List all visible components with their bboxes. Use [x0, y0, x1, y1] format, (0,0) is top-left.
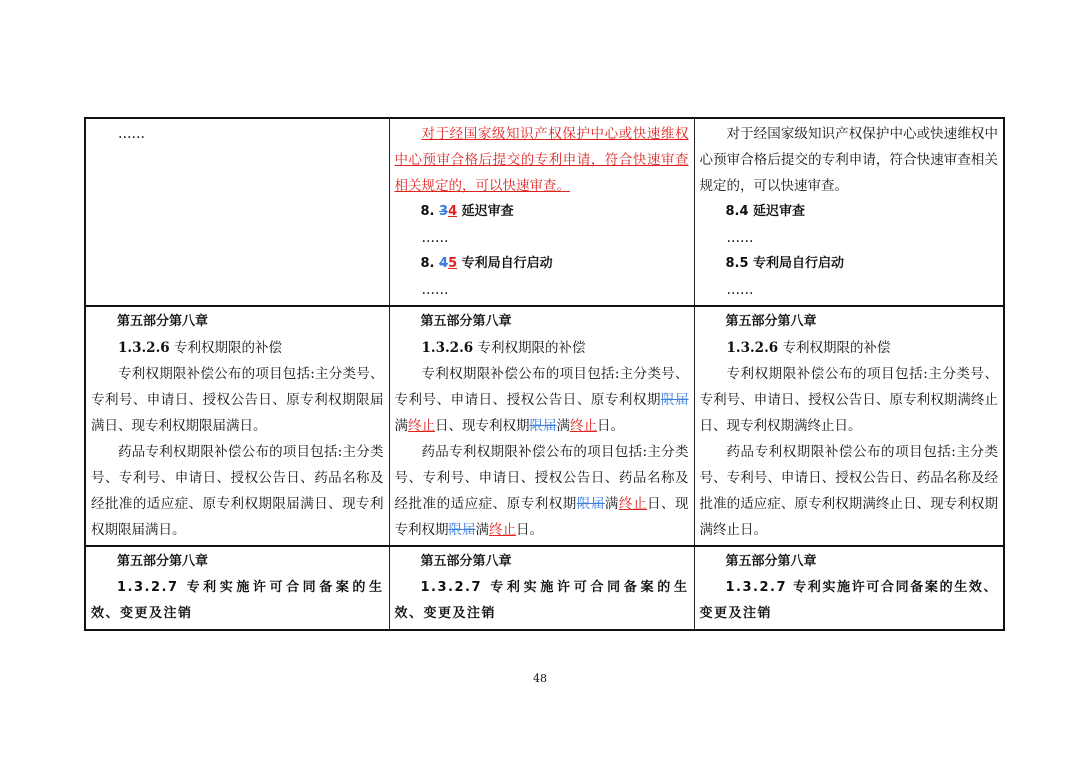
part-heading: 第五部分第八章 — [420, 554, 512, 569]
section-heading: 1.3.2.7 专利实施许可合同备案的生效、变更及注销 — [699, 580, 998, 621]
table-row — [85, 118, 1004, 306]
original-cell — [85, 546, 389, 630]
ellipsis: …… — [421, 282, 449, 298]
deleted-text: 限届 — [529, 418, 557, 434]
section-heading: 1.3.2.7 专利实施许可合同备案的生效、变更及注销 — [394, 580, 689, 621]
deleted-text: 3 — [439, 204, 449, 219]
inserted-text: 终止 — [489, 522, 516, 538]
section-heading: 1.3.2.6 专利权期限的补偿 — [726, 340, 891, 356]
revised-paragraph: 专利权期限补偿公布的项目包括:主分类号、专利号、申请日、授权公告日、原专利权期限届满终止日、现专利权期限届满终止日。 — [394, 366, 689, 434]
heading-8-4: 8.4 延迟审查 — [725, 204, 806, 219]
deleted-text: 限届 — [448, 522, 476, 538]
part-heading: 第五部分第八章 — [117, 314, 209, 329]
clean-cell — [694, 546, 1004, 630]
paragraph: 对于经国家级知识产权保护中心或快速维权中心预审合格后提交的专利申请，符合快速审查相关规定的，可以快速审查。 — [699, 126, 998, 194]
paragraph: 药品专利权期限补偿公布的项目包括:主分类号、专利号、申请日、授权公告日、药品名称及经批准的适应症、原专利权期满终止日、现专利权期满终止日。 — [699, 444, 998, 538]
revision-cell — [389, 546, 694, 630]
revised-paragraph: 药品专利权期限补偿公布的项目包括:主分类号、专利号、申请日、授权公告日、药品名称及经批准的适应症、原专利权期限届满终止日、现专利权期限届满终止日。 — [394, 444, 689, 538]
section-heading: 1.3.2.7 专利实施许可合同备案的生效、变更及注销 — [91, 580, 384, 621]
table-row — [85, 306, 1004, 546]
deleted-text: 限届 — [660, 392, 689, 408]
ellipsis: …… — [726, 282, 754, 298]
deleted-text: 限届 — [576, 496, 605, 512]
section-heading: 1.3.2.6 专利权期限的补偿 — [118, 340, 282, 356]
original-cell — [85, 118, 389, 306]
inserted-text: 4 — [448, 204, 458, 219]
inserted-text: 5 — [448, 256, 458, 271]
revision-cell — [389, 306, 694, 546]
comparison-table — [84, 117, 1005, 631]
ellipsis: …… — [118, 126, 145, 142]
clean-cell — [694, 306, 1004, 546]
inserted-text: 终止 — [408, 418, 435, 434]
inserted-text: 终止 — [570, 418, 597, 434]
section-heading: 1.3.2.6 专利权期限的补偿 — [421, 340, 586, 356]
paragraph: 药品专利权期限补偿公布的项目包括:主分类号、专利号、申请日、授权公告日、药品名称及经批准的适应症、原专利权期限届满日、现专利权期限届满日。 — [91, 444, 384, 538]
paragraph: 专利权期限补偿公布的项目包括:主分类号、专利号、申请日、授权公告日、原专利权期满终止日、现专利权期满终止日。 — [699, 366, 998, 434]
inserted-text: 终止 — [618, 496, 647, 512]
table-row — [85, 546, 1004, 630]
original-cell — [85, 306, 389, 546]
clean-cell — [694, 118, 1004, 306]
heading-8-5-revised: 8. 45 专利局自行启动 — [420, 256, 553, 271]
revision-cell — [389, 118, 694, 306]
part-heading: 第五部分第八章 — [117, 554, 209, 569]
heading-8-4-revised: 8. 34 延迟审查 — [420, 204, 514, 219]
inserted-paragraph: 对于经国家级知识产权保护中心或快速维权中心预审合格后提交的专利申请，符合快速审查相关规定的，可以快速审查。 — [394, 126, 689, 194]
paragraph: 专利权期限补偿公布的项目包括:主分类号、专利号、申请日、授权公告日、原专利权期限届满日、现专利权期限届满日。 — [91, 366, 384, 434]
deleted-text: 4 — [439, 256, 449, 271]
part-heading: 第五部分第八章 — [420, 314, 512, 329]
heading-8-5: 8.5 专利局自行启动 — [725, 256, 845, 271]
part-heading: 第五部分第八章 — [725, 554, 817, 569]
part-heading: 第五部分第八章 — [725, 314, 817, 329]
page-number: 48 — [533, 672, 547, 685]
ellipsis: …… — [421, 230, 449, 246]
ellipsis: …… — [726, 230, 754, 246]
